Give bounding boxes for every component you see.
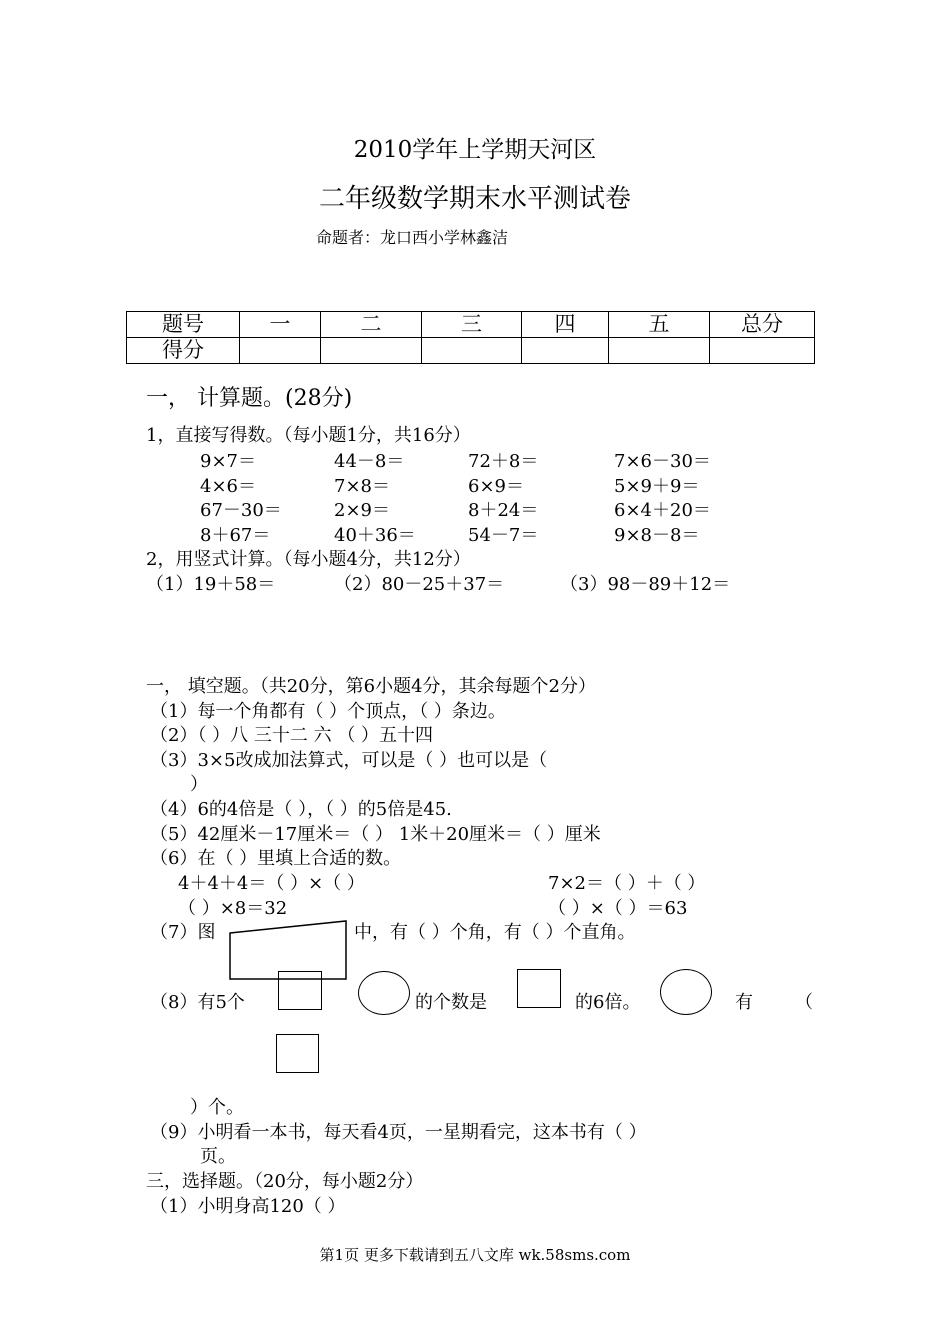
calc-item: 8＋67＝: [200, 525, 271, 546]
score-cell: 得分: [127, 338, 240, 364]
fill-q8-paren: （: [795, 992, 813, 1013]
calc-item: 40＋36＝: [334, 525, 416, 546]
circle-icon: [358, 971, 410, 1015]
score-blank[interactable]: [710, 338, 815, 364]
score-cell: 三: [422, 312, 522, 338]
title-district: 2010学年上学期天河区: [353, 137, 597, 163]
calc-item: 5×9＋9＝: [614, 476, 700, 497]
calc-item: 2×9＝: [334, 500, 390, 521]
fill-q8-mid: 的个数是: [415, 992, 487, 1013]
score-blank[interactable]: [422, 338, 522, 364]
score-cell: 总分: [710, 312, 815, 338]
fill-q6-item: 4＋4＋4＝（ ）×（ ）: [178, 873, 365, 894]
choice-q1: （1）小明身高120（ ）: [150, 1196, 346, 1217]
vertical-calc-item: （2）80－25＋37＝: [334, 574, 505, 595]
fill-q1: （1）每一个角都有（ ）个顶点，（ ）条边。: [150, 701, 506, 722]
fill-q7-suffix: 中，有（ ）个角，有（ ）个直角。: [354, 922, 636, 943]
page-footer: 第1页 更多下载请到五八文库 wk.58sms.com: [319, 1246, 631, 1264]
score-table: [126, 311, 815, 364]
score-blank[interactable]: [321, 338, 422, 364]
calc-item: 9×7＝: [200, 451, 256, 472]
fill-q7-prefix: （7）图: [150, 922, 216, 943]
score-blank[interactable]: [609, 338, 710, 364]
score-cell: 题号: [127, 312, 240, 338]
author-line: 命题者：龙口西小学林鑫洁: [316, 228, 509, 247]
calc-item: 44－8＝: [334, 451, 405, 472]
fill-q8-times: 的6倍。: [575, 992, 641, 1013]
fill-q6-item: 7×2＝（ ）＋（ ）: [548, 873, 706, 894]
score-blank[interactable]: [522, 338, 609, 364]
calc-item: 54－7＝: [468, 525, 539, 546]
score-table-score-row: [127, 338, 815, 364]
score-blank[interactable]: [240, 338, 321, 364]
title-exam: 二年级数学期末水平测试卷: [318, 184, 631, 214]
q1-title: 1，直接写得数。（每小题1分，共16分）: [146, 425, 471, 446]
fill-q6-item: （ ）×8＝32: [178, 898, 288, 919]
score-cell: 五: [609, 312, 710, 338]
calc-item: 9×8－8＝: [614, 525, 700, 546]
score-cell: 四: [522, 312, 609, 338]
calc-item: 72＋8＝: [468, 451, 539, 472]
fill-q2: （2）（ ）八 三十二 六 （ ）五十四: [150, 725, 434, 746]
calc-item: 4×6＝: [200, 476, 256, 497]
square-icon: [517, 969, 561, 1008]
fill-q3-cont: ）: [190, 774, 208, 795]
calc-item: 7×8＝: [334, 476, 390, 497]
score-cell: 二: [321, 312, 422, 338]
fill-q5: （5）42厘米－17厘米＝（ ） 1米＋20厘米＝（ ）厘米: [150, 824, 601, 845]
section1-heading: 一， 计算题。(28分): [146, 386, 353, 411]
q2-title: 2，用竖式计算。（每小题4分，共12分）: [146, 549, 471, 570]
calc-item: 6×9＝: [468, 476, 524, 497]
calc-item: 6×4＋20＝: [614, 500, 711, 521]
calc-item: 67－30＝: [200, 500, 282, 521]
fill-q3: （3）3×5改成加法算式，可以是（ ）也可以是（: [150, 750, 548, 771]
section2-heading: 一， 填空题。（共20分，第6小题4分，其余每题个2分）: [146, 676, 596, 697]
fill-q8-prefix: （8）有5个: [150, 992, 245, 1013]
score-cell: 一: [240, 312, 321, 338]
fill-q8-have: 有: [735, 992, 753, 1013]
square-icon: [278, 971, 322, 1010]
fill-q9: （9）小明看一本书，每天看4页，一星期看完，这本书有（ ）: [150, 1122, 647, 1143]
calc-item: 7×6－30＝: [614, 451, 711, 472]
calc-item: 8＋24＝: [468, 500, 539, 521]
fill-q6-item: （ ）×（ ）＝63: [548, 898, 688, 919]
fill-q9-cont: 页。: [200, 1146, 236, 1167]
vertical-calc-item: （1）19＋58＝: [146, 574, 276, 595]
score-table-header-row: [127, 312, 815, 338]
vertical-calc-item: （3）98－89＋12＝: [560, 574, 731, 595]
section3-heading: 三，选择题。（20分，每小题2分）: [146, 1171, 424, 1192]
fill-q6: （6）在（ ）里填上合适的数。: [150, 848, 402, 869]
square-icon: [276, 1034, 319, 1073]
fill-q4: （4）6的4倍是（ ），（ ）的5倍是45.: [150, 799, 452, 820]
circle-icon: [660, 969, 712, 1015]
fill-q8-end: ）个。: [190, 1097, 244, 1118]
